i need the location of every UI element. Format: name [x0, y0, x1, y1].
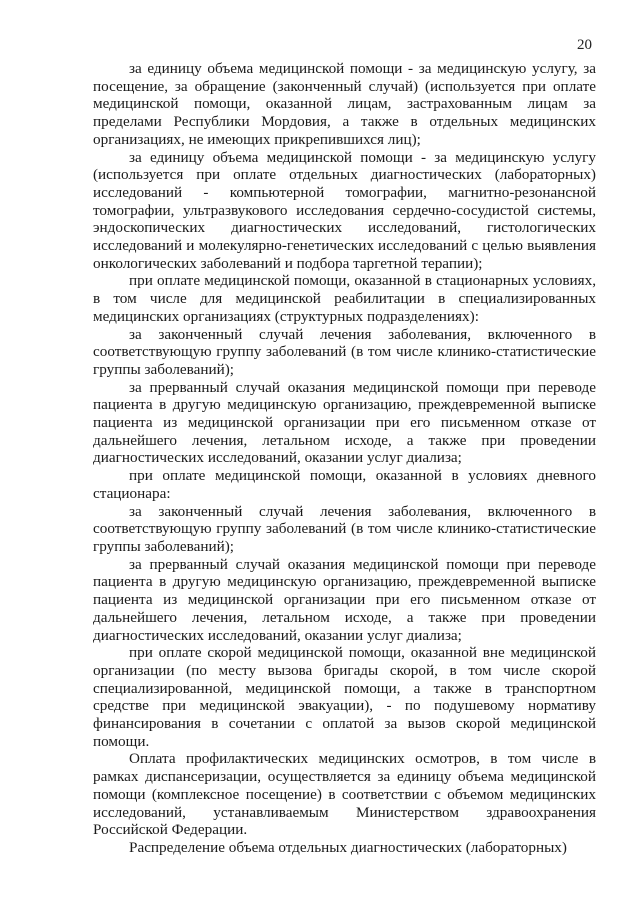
- paragraph: при оплате медицинской помощи, оказанной в стационарных условиях, в том числе для медицинской реабилитации в специализированных медицинских организациях (структурных подразделениях):: [93, 272, 596, 325]
- paragraph: за единицу объема медицинской помощи - за медицинскую услугу, за посещение, за обращение (законченный случай) (используется при оплате медицинской помощи, оказанной лицам, застрахованным лицам за пределами Республики Мордовия, а также в отдельных медицинских организациях, не имеющих прикрепившихся лиц);: [93, 60, 596, 148]
- paragraph: за законченный случай лечения заболевания, включенного в соответствующую группу заболеваний (в том числе клинико-статистические группы заболеваний);: [93, 325, 596, 378]
- paragraph: за прерванный случай оказания медицинской помощи при переводе пациента в другую медицинскую организацию, преждевременной выписке пациента из медицинской организации при его письменном отказе от дальнейшего лечения, летальном исходе, а также при проведении диагностических исследований, оказании услуг диализа;: [93, 555, 596, 644]
- paragraph: за законченный случай лечения заболевания, включенного в соответствующую группу заболеваний (в том числе клинико-статистические группы заболеваний);: [93, 502, 596, 555]
- paragraph: Распределение объема отдельных диагностических (лабораторных): [129, 838, 567, 856]
- paragraph: при оплате медицинской помощи, оказанной в условиях дневного стационара:: [93, 467, 596, 502]
- paragraph: при оплате скорой медицинской помощи, оказанной вне медицинской организации (по месту вызова бригады скорой, в том числе скорой специализированной, медицинской помощи, а также в транспортном средстве при медицинской эвакуации), - по подушевому нормативу финансирования в сочетании с оплатой за вызов скорой медицинской помощи.: [93, 644, 596, 750]
- document-body: [93, 60, 596, 857]
- paragraph: за прерванный случай оказания медицинской помощи при переводе пациента в другую медицинскую организацию, преждевременной выписке пациента из медицинской организации при его письменном отказе от дальнейшего лечения, летальном исходе, а также при проведении диагностических исследований, оказании услуг диализа;: [93, 378, 596, 467]
- paragraph: за единицу объема медицинской помощи - за медицинскую услугу (используется при оплате отдельных диагностических (лабораторных) исследований - компьютерной томографии, магнитно-резонансной томографии, ультразвукового исследования сердечно-сосудистой системы, эндоскопических диагностических исследований, гистологических исследований и молекулярно-генетических исследований с целью выявления онкологических заболеваний и подбора таргетной терапии);: [93, 148, 596, 272]
- page-number: 20: [577, 37, 592, 53]
- paragraph: Оплата профилактических медицинских осмотров, в том числе в рамках диспансеризации, осуществляется за единицу объема медицинской помощи (комплексное посещение) в соответствии с объемом медицинских исследований, устанавливаемым Министерством здравоохранения Российской Федерации.: [93, 750, 596, 839]
